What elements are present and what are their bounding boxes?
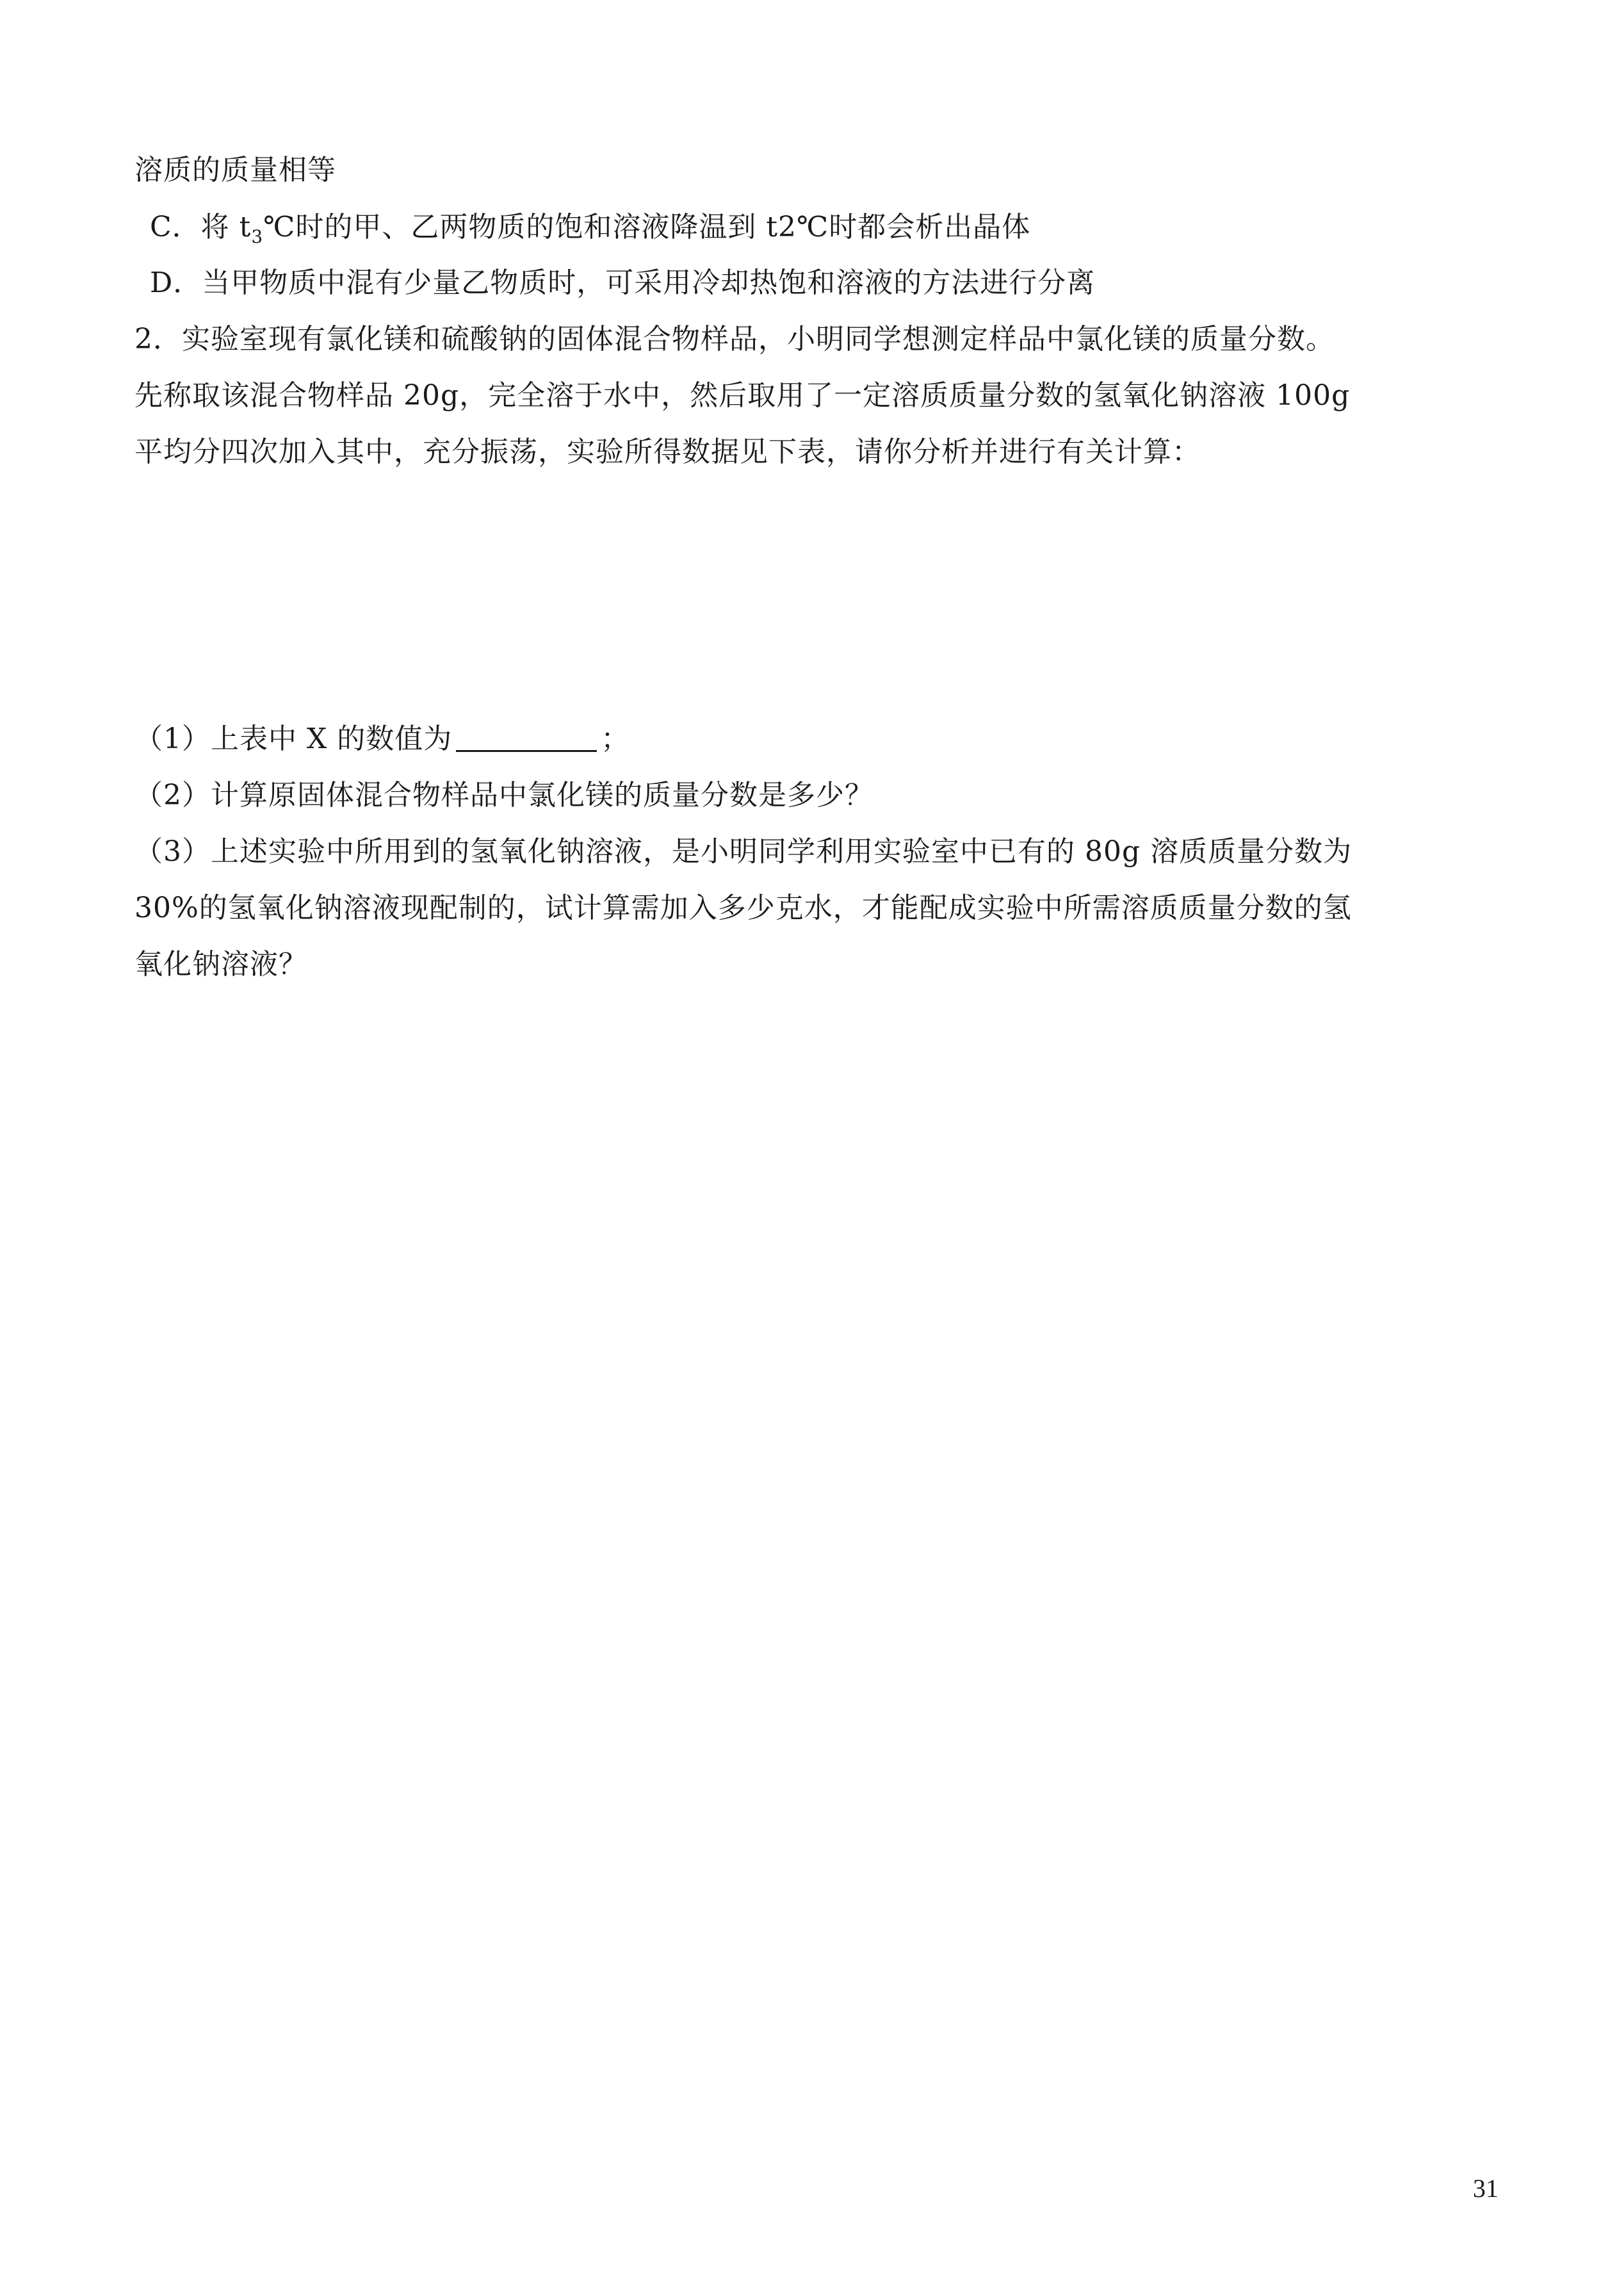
- subquestion-1: [134, 720, 629, 758]
- option-c-suffix: ℃时的甲、乙两物质的饱和溶液降温到 t2℃时都会析出晶体: [263, 211, 1031, 243]
- subquestion-1-end: ；: [601, 723, 630, 755]
- option-c-subscript: 3: [251, 226, 264, 247]
- subquestion-3-line-3: 氧化钠溶液？: [134, 948, 307, 981]
- option-c: [150, 208, 1030, 247]
- question2-stem-line-1: 2．实验室现有氯化镁和硫酸钠的固体混合物样品，小明同学想测定样品中氯化镁的质量分数。: [134, 323, 1335, 355]
- subquestion-2: （2）计算原固体混合物样品中氯化镁的质量分数是多少？: [134, 779, 873, 812]
- question2-stem-line-2: 先称取该混合物样品 20g，完全溶于水中，然后取用了一定溶质质量分数的氢氧化钠溶液 100g: [134, 379, 1351, 412]
- page-number: 31: [1473, 2174, 1498, 2203]
- option-b-tail: 溶质的质量相等: [134, 154, 336, 186]
- answer-blank[interactable]: [456, 724, 597, 752]
- option-d: D．当甲物质中混有少量乙物质时，可采用冷却热饱和溶液的方法进行分离: [150, 266, 1096, 299]
- option-c-prefix: C．将 t: [150, 211, 252, 243]
- question2-stem-line-3: 平均分四次加入其中，充分振荡，实验所得数据见下表，请你分析并进行有关计算：: [134, 436, 1201, 468]
- subquestion-3-line-1: （3）上述实验中所用到的氢氧化钠溶液，是小明同学利用实验室中已有的 80g 溶质质量分数为: [134, 835, 1352, 868]
- subquestion-3-line-2: 30%的氢氧化钠溶液现配制的，试计算需加入多少克水，才能配成实验中所需溶质质量分数的氢: [134, 892, 1352, 924]
- subquestion-1-text: （1）上表中 X 的数值为: [134, 723, 453, 755]
